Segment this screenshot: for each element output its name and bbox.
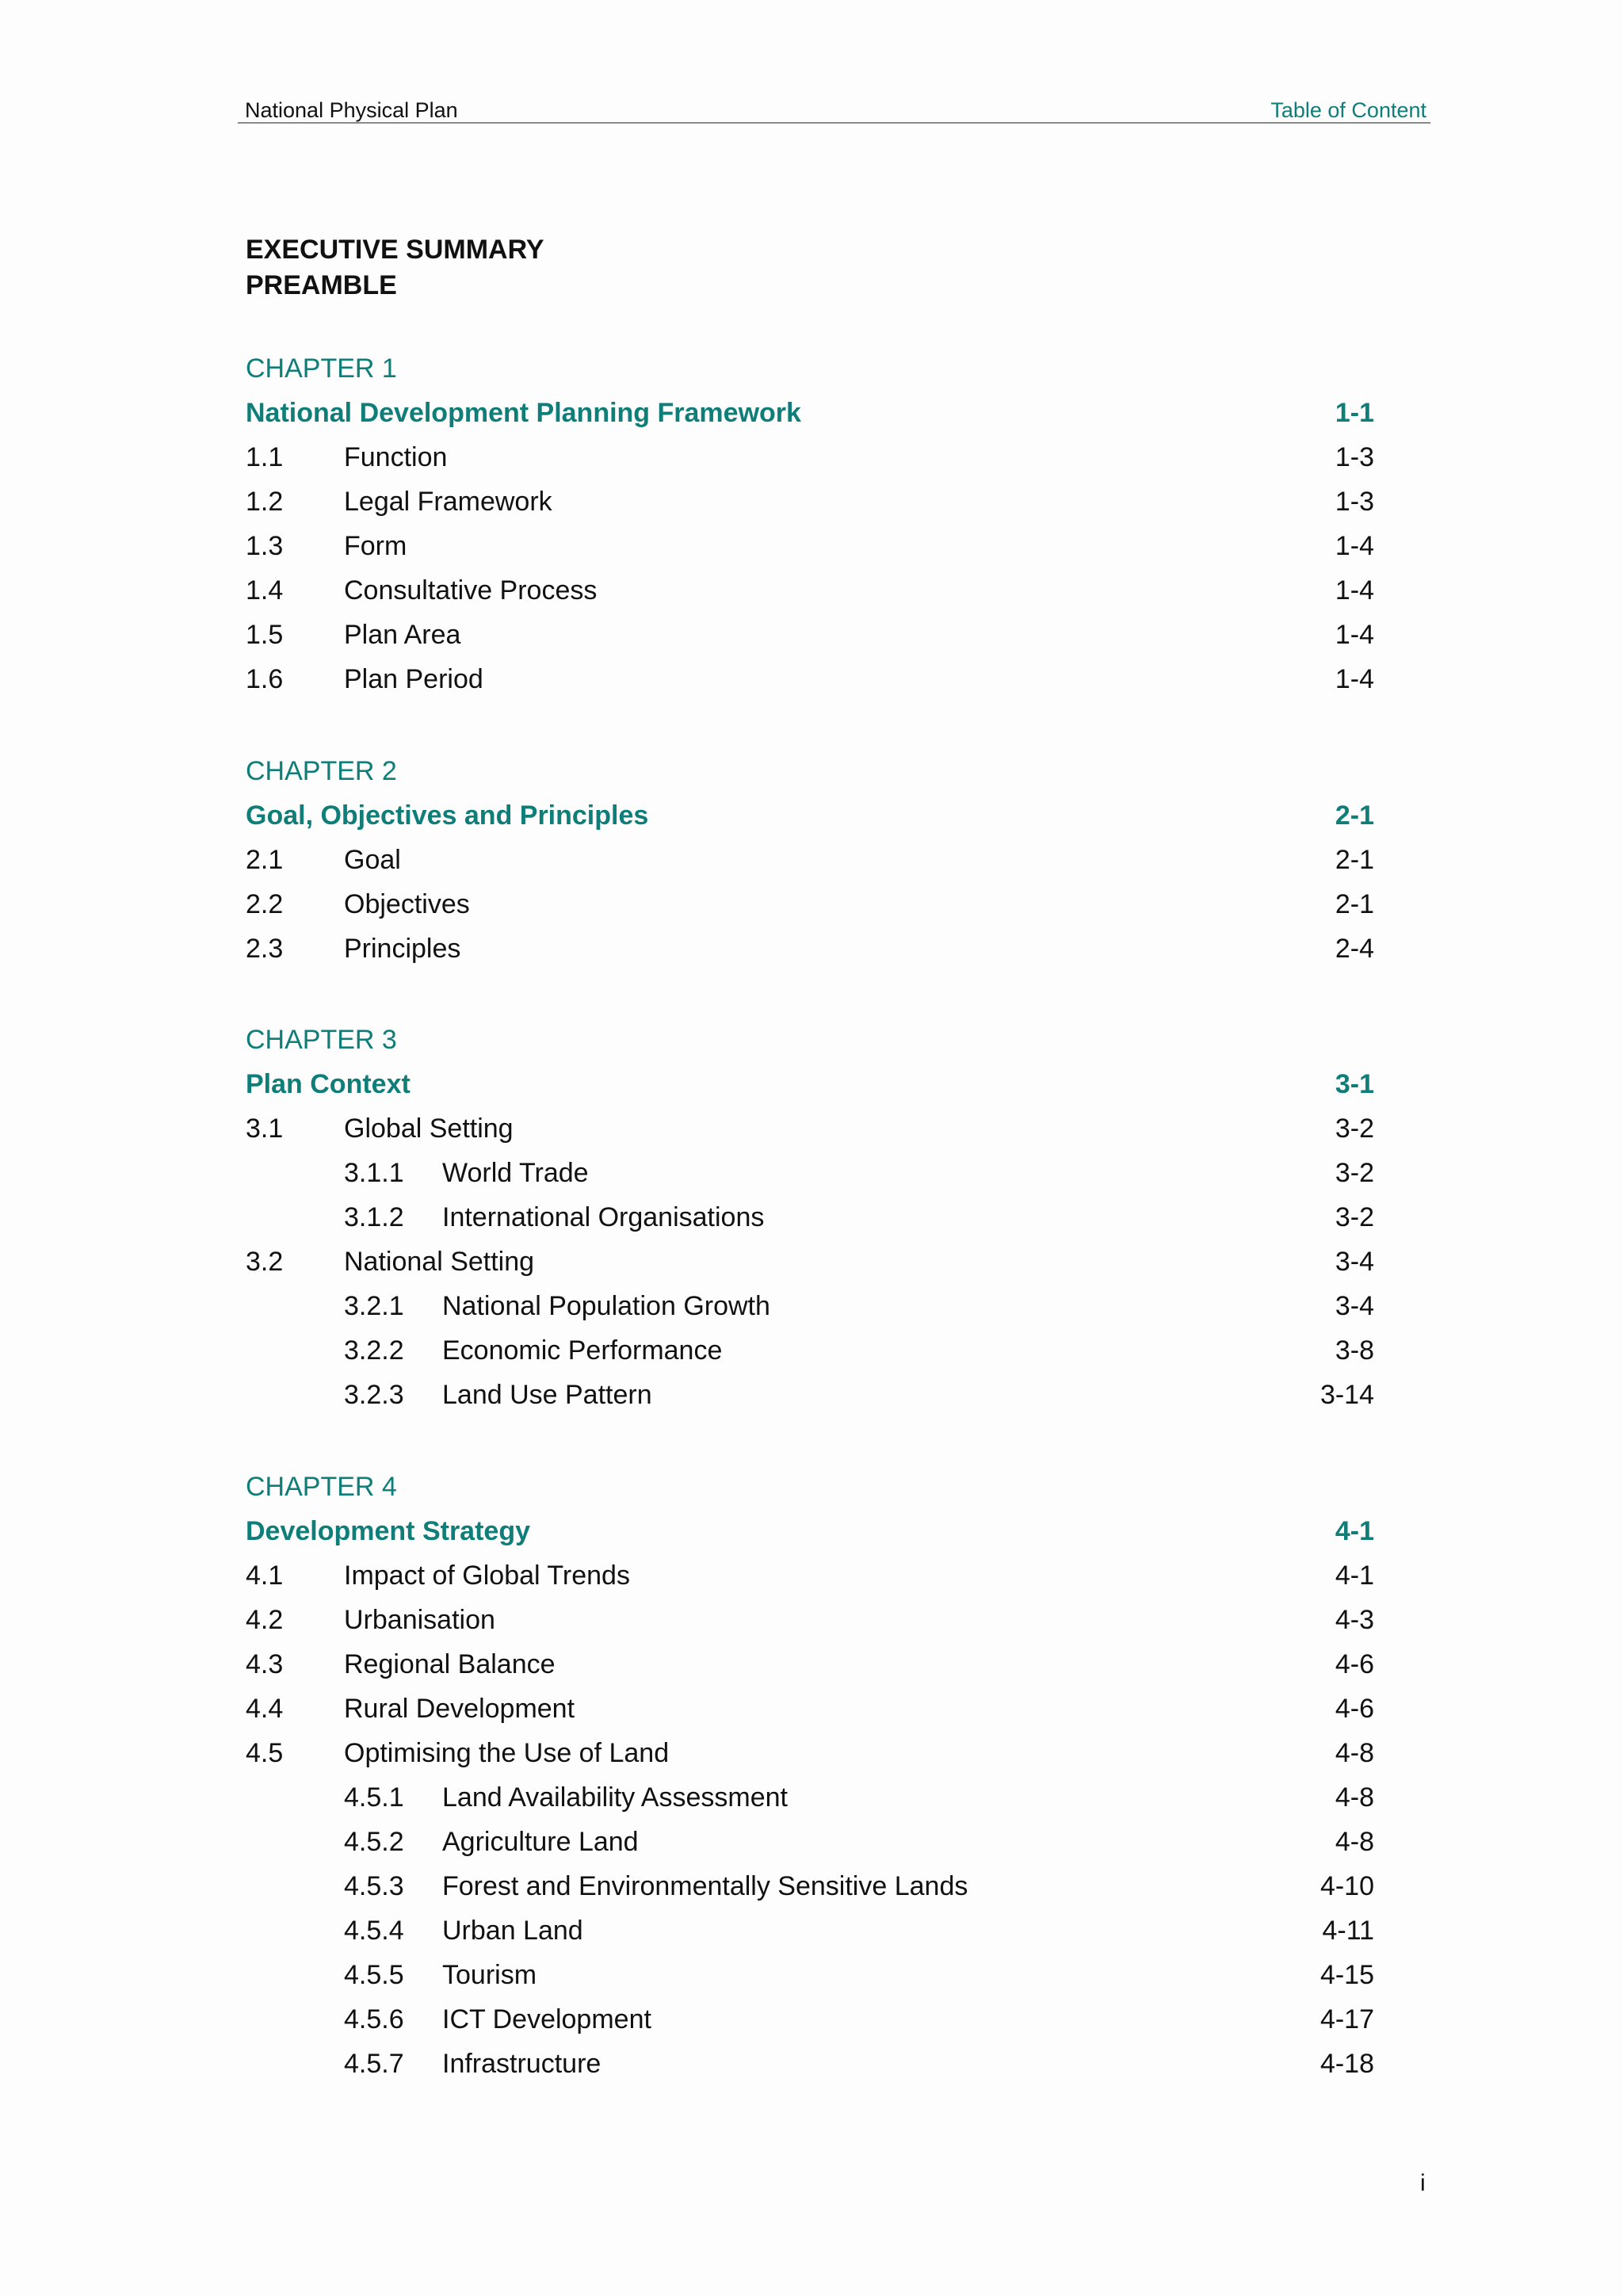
- toc-subentry: [246, 2046, 1374, 2082]
- entry-page: 4-3: [1335, 1605, 1374, 1635]
- entry-number: 4.1: [246, 1561, 284, 1591]
- entry-page: 4-15: [1319, 1960, 1374, 1990]
- entry-number: 4.5.2: [344, 1827, 404, 1857]
- toc-entry: [246, 930, 1374, 967]
- toc-entry: [246, 528, 1374, 564]
- entry-number: 4.5.4: [344, 1916, 404, 1946]
- entry-page: 2-1: [1335, 889, 1374, 919]
- chapter-page: 2-1: [1335, 800, 1374, 831]
- entry-title: Goal: [344, 845, 401, 875]
- entry-title: Economic Performance: [442, 1335, 723, 1366]
- entry-number: 1.6: [246, 664, 284, 694]
- page-number: i: [1420, 2170, 1426, 2196]
- entry-number: 3.2: [246, 1247, 284, 1277]
- entry-page: 4-6: [1335, 1649, 1374, 1679]
- toc-chapter-heading: [246, 797, 1374, 834]
- entry-page: 1-4: [1335, 620, 1374, 650]
- toc-chapter-heading: [246, 395, 1374, 431]
- entry-page: 2-1: [1335, 845, 1374, 875]
- entry-number: 1.5: [246, 620, 284, 650]
- toc-entry: [246, 1735, 1374, 1771]
- entry-title: Consultative Process: [344, 575, 598, 606]
- entry-title: Impact of Global Trends: [344, 1561, 630, 1591]
- entry-title: Form: [344, 531, 407, 561]
- toc-entry: [246, 1602, 1374, 1638]
- entry-number: 4.5.7: [344, 2049, 404, 2079]
- chapter-page: 4-1: [1335, 1516, 1374, 1546]
- entry-title: ICT Development: [442, 2004, 651, 2034]
- toc-subentry: [246, 1868, 1374, 1904]
- entry-page: 4-11: [1322, 1916, 1374, 1946]
- entry-page: 3-8: [1335, 1335, 1374, 1366]
- toc-subentry: [246, 1824, 1374, 1860]
- entry-title: Land Use Pattern: [442, 1380, 652, 1410]
- toc-entry: [246, 617, 1374, 653]
- entry-number: 4.5: [246, 1738, 284, 1768]
- entry-page: 1-3: [1335, 442, 1374, 472]
- entry-page: 4-1: [1335, 1561, 1374, 1591]
- toc-preamble: PREAMBLE: [246, 270, 397, 300]
- entry-page: 4-8: [1335, 1738, 1374, 1768]
- toc-entry: [246, 1690, 1374, 1727]
- entry-title: Global Setting: [344, 1114, 514, 1144]
- entry-title: Optimising the Use of Land: [344, 1738, 670, 1768]
- entry-page: 4-17: [1319, 2004, 1374, 2034]
- chapter-title: Plan Context: [246, 1069, 411, 1099]
- entry-page: 3-4: [1335, 1291, 1374, 1321]
- entry-number: 4.5.1: [344, 1782, 404, 1813]
- toc-subentry: [246, 1288, 1374, 1324]
- chapter-title: National Development Planning Framework: [246, 398, 801, 428]
- toc-subentry: [246, 1957, 1374, 1993]
- chapter-title: Goal, Objectives and Principles: [246, 800, 649, 831]
- entry-number: 4.2: [246, 1605, 284, 1635]
- chapter-page: 3-1: [1335, 1069, 1374, 1099]
- header-rule: [238, 122, 1430, 124]
- entry-page: 3-2: [1335, 1114, 1374, 1144]
- toc-entry: [246, 1646, 1374, 1683]
- chapter-label: CHAPTER 1: [246, 353, 397, 384]
- entry-number: 1.2: [246, 487, 284, 517]
- chapter-label: CHAPTER 2: [246, 756, 397, 786]
- entry-title: Rural Development: [344, 1694, 575, 1724]
- toc-subentry: [246, 2001, 1374, 2038]
- entry-number: 2.3: [246, 934, 284, 964]
- entry-page: 1-4: [1335, 575, 1374, 606]
- toc-subentry: [246, 1377, 1374, 1413]
- chapter-page: 1-1: [1335, 398, 1374, 428]
- entry-page: 3-2: [1335, 1202, 1374, 1232]
- entry-page: 4-18: [1319, 2049, 1374, 2079]
- entry-title: Forest and Environmentally Sensitive Lands: [442, 1871, 968, 1901]
- entry-title: Plan Period: [344, 664, 483, 694]
- entry-title: Urbanisation: [344, 1605, 495, 1635]
- entry-page: 4-6: [1335, 1694, 1374, 1724]
- entry-number: 3.2.1: [344, 1291, 404, 1321]
- toc-subentry: [246, 1332, 1374, 1369]
- entry-title: Legal Framework: [344, 487, 552, 517]
- entry-page: 2-4: [1335, 934, 1374, 964]
- entry-title: Tourism: [442, 1960, 537, 1990]
- entry-number: 3.2.2: [344, 1335, 404, 1366]
- entry-number: 4.5.5: [344, 1960, 404, 1990]
- toc-chapter-heading: [246, 1066, 1374, 1102]
- toc-entry: [246, 439, 1374, 476]
- entry-number: 1.3: [246, 531, 284, 561]
- toc-entry: [246, 483, 1374, 520]
- entry-page: 4-8: [1335, 1827, 1374, 1857]
- toc-entry: [246, 661, 1374, 697]
- toc-chapter-heading: [246, 1513, 1374, 1549]
- entry-number: 3.1.1: [344, 1158, 404, 1188]
- entry-number: 4.5.3: [344, 1871, 404, 1901]
- toc-subentry: [246, 1199, 1374, 1236]
- entry-title: Infrastructure: [442, 2049, 601, 2079]
- entry-page: 3-4: [1335, 1247, 1374, 1277]
- running-header-section: Table of Content: [1270, 98, 1426, 122]
- entry-title: Objectives: [344, 889, 470, 919]
- entry-number: 1.1: [246, 442, 284, 472]
- entry-page: 1-4: [1335, 664, 1374, 694]
- entry-page: 3-14: [1319, 1380, 1374, 1410]
- entry-title: Land Availability Assessment: [442, 1782, 788, 1813]
- chapter-title: Development Strategy: [246, 1516, 530, 1546]
- toc-entry: [246, 842, 1374, 878]
- entry-title: Function: [344, 442, 448, 472]
- toc-entry: [246, 886, 1374, 923]
- entry-title: Regional Balance: [344, 1649, 556, 1679]
- toc-entry: [246, 1244, 1374, 1280]
- entry-page: 1-3: [1335, 487, 1374, 517]
- chapter-label: CHAPTER 4: [246, 1472, 397, 1502]
- entry-title: Plan Area: [344, 620, 461, 650]
- entry-number: 1.4: [246, 575, 284, 606]
- entry-title: International Organisations: [442, 1202, 765, 1232]
- entry-title: National Population Growth: [442, 1291, 770, 1321]
- toc-subentry: [246, 1912, 1374, 1949]
- toc-subentry: [246, 1779, 1374, 1816]
- entry-page: 4-8: [1335, 1782, 1374, 1813]
- toc-entry: [246, 572, 1374, 609]
- toc-entry: [246, 1557, 1374, 1594]
- toc-executive-summary: EXECUTIVE SUMMARY: [246, 235, 544, 265]
- entry-number: 4.3: [246, 1649, 284, 1679]
- entry-title: Agriculture Land: [442, 1827, 639, 1857]
- entry-title: Principles: [344, 934, 461, 964]
- entry-number: 2.2: [246, 889, 284, 919]
- entry-number: 4.4: [246, 1694, 284, 1724]
- entry-number: 4.5.6: [344, 2004, 404, 2034]
- entry-number: 3.2.3: [344, 1380, 404, 1410]
- toc-entry: [246, 1110, 1374, 1147]
- entry-number: 2.1: [246, 845, 284, 875]
- entry-title: National Setting: [344, 1247, 535, 1277]
- entry-number: 3.1.2: [344, 1202, 404, 1232]
- entry-title: Urban Land: [442, 1916, 583, 1946]
- toc-subentry: [246, 1155, 1374, 1191]
- entry-title: World Trade: [442, 1158, 589, 1188]
- chapter-label: CHAPTER 3: [246, 1025, 397, 1055]
- entry-page: 3-2: [1335, 1158, 1374, 1188]
- entry-page: 1-4: [1335, 531, 1374, 561]
- entry-page: 4-10: [1319, 1871, 1374, 1901]
- entry-number: 3.1: [246, 1114, 284, 1144]
- running-header-title: National Physical Plan: [245, 98, 458, 122]
